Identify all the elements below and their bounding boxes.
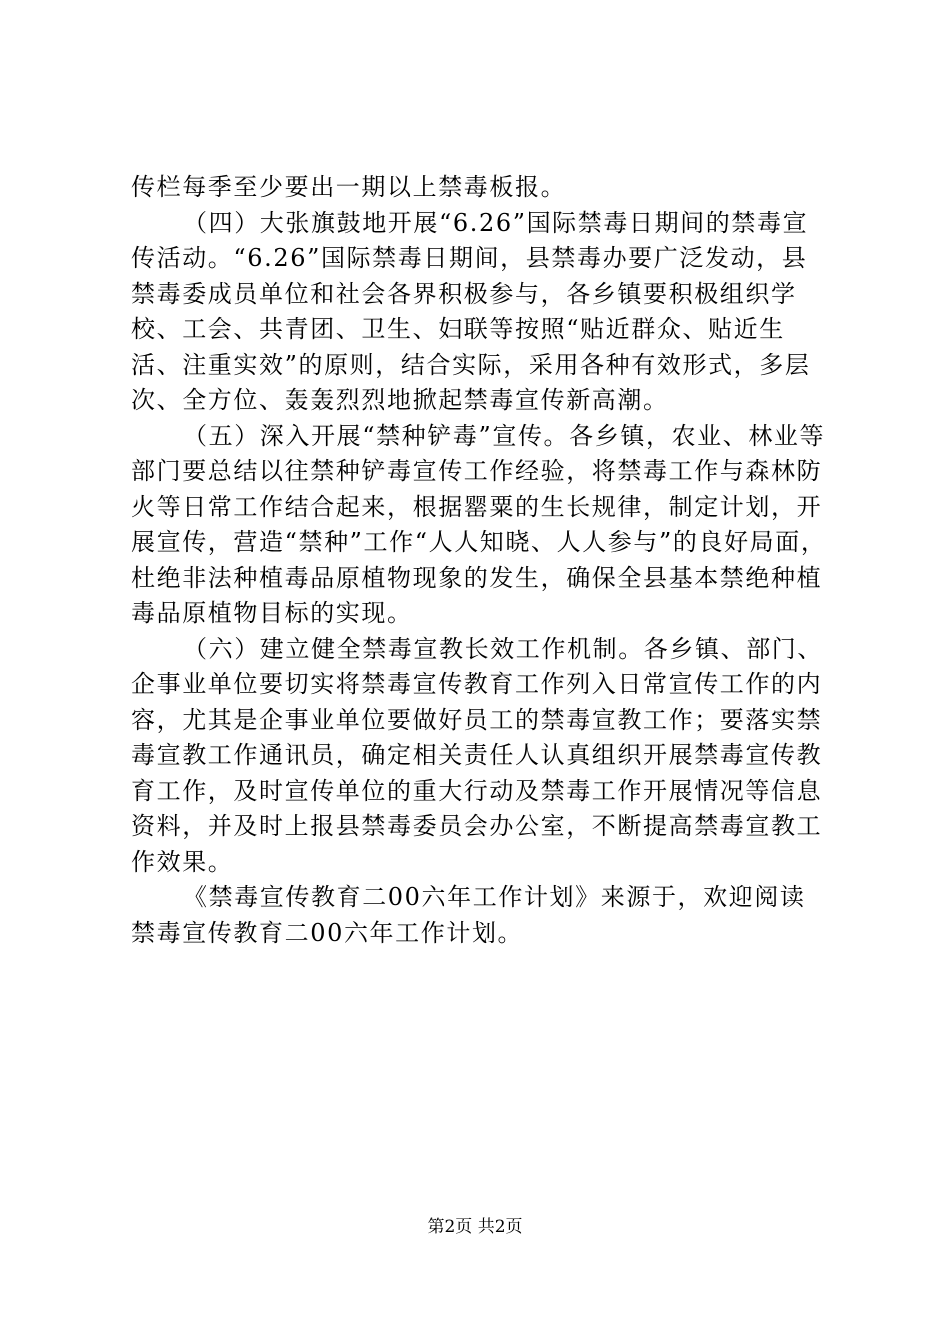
paragraph-source-note: 《禁毒宣传教育二00六年工作计划》来源于，欢迎阅读禁毒宣传教育二00六年工作计划。 — [131, 883, 806, 947]
paragraph-continuation: 传栏每季至少要出一期以上禁毒板报。 — [131, 173, 567, 201]
page-footer — [0, 1216, 950, 1238]
paragraph-section-6: （六）建立健全禁毒宣教长效工作机制。各乡镇、部门、企事业单位要切实将禁毒宣传教育工作列入日常宣传工作的内容，尤其是企事业单位要做好员工的禁毒宣教工作；要落实禁毒宣教工作通讯员，确定相关责任人认真组织开展禁毒宣传教育工作，及时宣传单位的重大行动及禁毒工作开展情况等信息资料，并及时上报县禁毒委员会办公室，不断提高禁毒宣教工作效果。 — [131, 634, 823, 876]
document-body — [131, 170, 831, 951]
paragraph-section-4: （四）大张旗鼓地开展“6.26”国际禁毒日期间的禁毒宣传活动。“6.26”国际禁毒日期间，县禁毒办要广泛发动，县禁毒委成员单位和社会各界积极参与，各乡镇要积极组织学校、工会、共青团、卫生、妇联等按照“贴近群众、贴近生活、注重实效”的原则，结合实际，采用各种有效形式，多层次、全方位、轰轰烈烈地掀起禁毒宣传新高潮。 — [131, 208, 811, 414]
paragraph-section-5: （五）深入开展“禁种铲毒”宣传。各乡镇，农业、林业等部门要总结以往禁种铲毒宣传工作经验，将禁毒工作与森林防火等日常工作结合起来，根据罂粟的生长规律，制定计划，开展宣传，营造“禁种”工作“人人知晓、人人参与”的良好局面，杜绝非法种植毒品原植物现象的发生，确保全县基本禁绝种植毒品原植物目标的实现。 — [131, 421, 827, 627]
page-number: 第2页 共2页 — [427, 1217, 523, 1237]
